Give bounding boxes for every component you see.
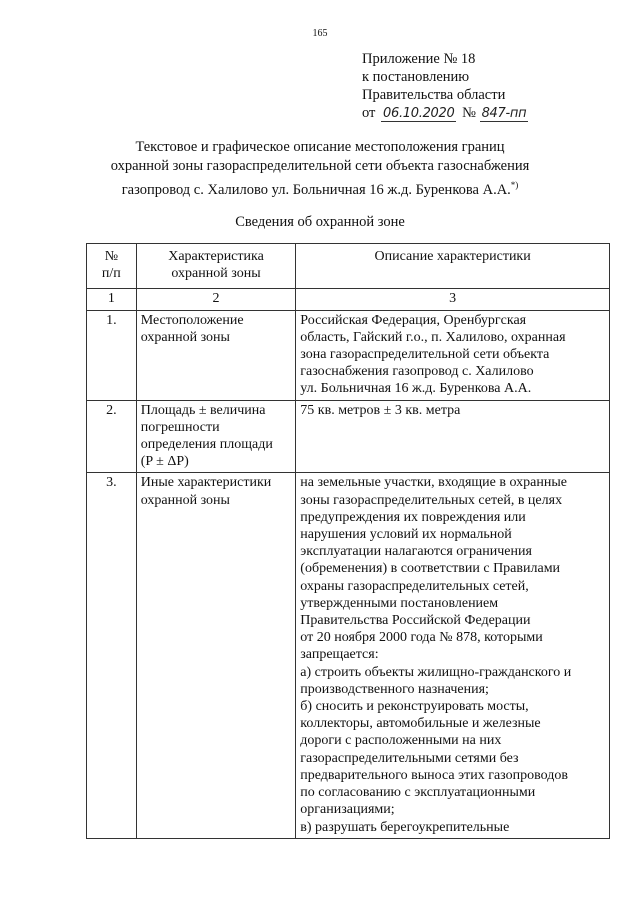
row-3-desc-line: организациями; — [300, 802, 395, 818]
header-characteristic — [136, 244, 296, 289]
table-header-row — [87, 244, 610, 289]
row-3-desc-line: нарушения условий их нормальной — [300, 527, 512, 543]
row-3-desc-line: запрещается: — [300, 647, 379, 663]
row-2-description — [296, 400, 610, 473]
appendix-line-1: Приложение № 18 — [362, 51, 476, 67]
row-3-desc-line: утвержденными постановлением — [300, 595, 499, 611]
header-char-line-1: Характеристика — [168, 249, 264, 264]
row-3-num: 3. — [87, 473, 137, 838]
row-3-desc-line: Правительства Российской Федерации — [300, 613, 531, 629]
appendix-line-3: Правительства области — [362, 87, 506, 103]
table-row — [87, 400, 610, 473]
row-2-char-line: (P ± ΔP) — [140, 454, 189, 470]
row-1-desc-line: ул. Больничная 16 ж.д. Буренкова А.А. — [300, 381, 532, 397]
column-number-1: 1 — [87, 289, 137, 310]
header-num — [87, 244, 137, 289]
table-row — [87, 473, 610, 838]
row-3-desc-line: в) разрушать берегоукрепительные — [300, 819, 510, 835]
row-3-desc-line: предварительного выноса этих газопроводов — [300, 767, 568, 783]
row-3-desc-line: коллекторы, автомобильные и железные — [300, 716, 541, 732]
row-1-char-line: охранной зоны — [140, 329, 230, 345]
header-num-line-1: № — [104, 249, 119, 264]
row-1-desc-line: газоснабжения газопровод с. Халилово — [300, 364, 534, 380]
row-3-desc-line: по согласованию с эксплуатационными — [300, 785, 536, 801]
document-title — [0, 138, 640, 200]
row-3-desc-line: предупреждения их повреждения или — [300, 509, 526, 525]
row-3-desc-line: (обременения) в соответствии с Правилами — [300, 561, 561, 577]
row-1-num: 1. — [87, 310, 137, 400]
row-3-desc-line: от 20 ноября 2000 года № 878, которыми — [300, 630, 543, 646]
row-1-char-line: Местоположение — [140, 312, 244, 328]
row-2-char-line: погрешности — [140, 419, 220, 435]
row-3-desc-line: а) строить объекты жилищно-гражданского и — [300, 664, 572, 680]
row-3-desc-line: на земельные участки, входящие в охранные — [300, 475, 567, 491]
row-3-desc-line: б) сносить и реконструировать мосты, — [300, 699, 529, 715]
row-1-desc-line: зона газораспределительной сети объекта — [300, 347, 550, 363]
row-3-char-line: охранной зоны — [140, 492, 230, 508]
row-1-desc-line: Российская Федерация, Оренбургская — [300, 312, 527, 328]
title-line-2: охранной зоны газораспределительной сети объекта газоснабжения — [110, 158, 530, 174]
row-1-description — [296, 310, 610, 400]
row-3-desc-line: охраны газораспределительных сетей, — [300, 578, 529, 594]
from-label: от — [362, 105, 376, 121]
page-number: 165 — [312, 28, 328, 39]
column-number-3: 3 — [296, 289, 610, 310]
appendix-date-line — [362, 104, 528, 122]
row-2-char-line: Площадь ± величина — [140, 402, 266, 418]
title-line-3-text: газопровод с. Халилово ул. Больничная 16 ж.д. Буренкова А.А. — [121, 181, 511, 198]
title-line-3 — [0, 176, 640, 200]
row-3-desc-line: производственного назначения; — [300, 681, 489, 697]
row-2-desc-line: 75 кв. метров ± 3 кв. метра — [300, 402, 461, 418]
number-label: № — [462, 105, 476, 121]
column-number-row — [87, 289, 610, 310]
appendix-line-2: к постановлению — [362, 69, 470, 85]
title-line-1: Текстовое и графическое описание местоположения границ — [135, 139, 505, 155]
row-3-desc-line: дороги с расположенными на них — [300, 733, 502, 749]
protection-zone-table — [86, 243, 610, 839]
appendix-header — [362, 50, 528, 122]
row-3-desc-line: зоны газораспределительных сетей, в целях — [300, 492, 563, 508]
row-3-desc-line: эксплуатации налагаются ограничения — [300, 544, 532, 560]
handwritten-date: 06.10.2020 — [383, 106, 455, 121]
footnote-mark: *) — [510, 180, 519, 190]
row-2-num: 2. — [87, 400, 137, 473]
row-1-characteristic — [136, 310, 296, 400]
column-number-2: 2 — [136, 289, 296, 310]
handwritten-number: 847-пп — [481, 106, 527, 121]
row-3-char-line: Иные характеристики — [140, 475, 272, 491]
table-row — [87, 310, 610, 400]
row-3-description — [296, 473, 610, 838]
row-2-char-line: определения площади — [140, 437, 273, 453]
row-1-desc-line: область, Гайский г.о., п. Халилово, охранная — [300, 329, 566, 345]
header-num-line-2: п/п — [101, 266, 121, 282]
row-2-characteristic — [136, 400, 296, 473]
header-description: Описание характеристики — [296, 244, 610, 289]
header-char-line-2: охранной зоны — [171, 266, 261, 282]
row-3-desc-line: газораспределительными сетями без — [300, 750, 519, 766]
section-title: Сведения об охранной зоне — [235, 214, 405, 230]
row-3-characteristic — [136, 473, 296, 838]
